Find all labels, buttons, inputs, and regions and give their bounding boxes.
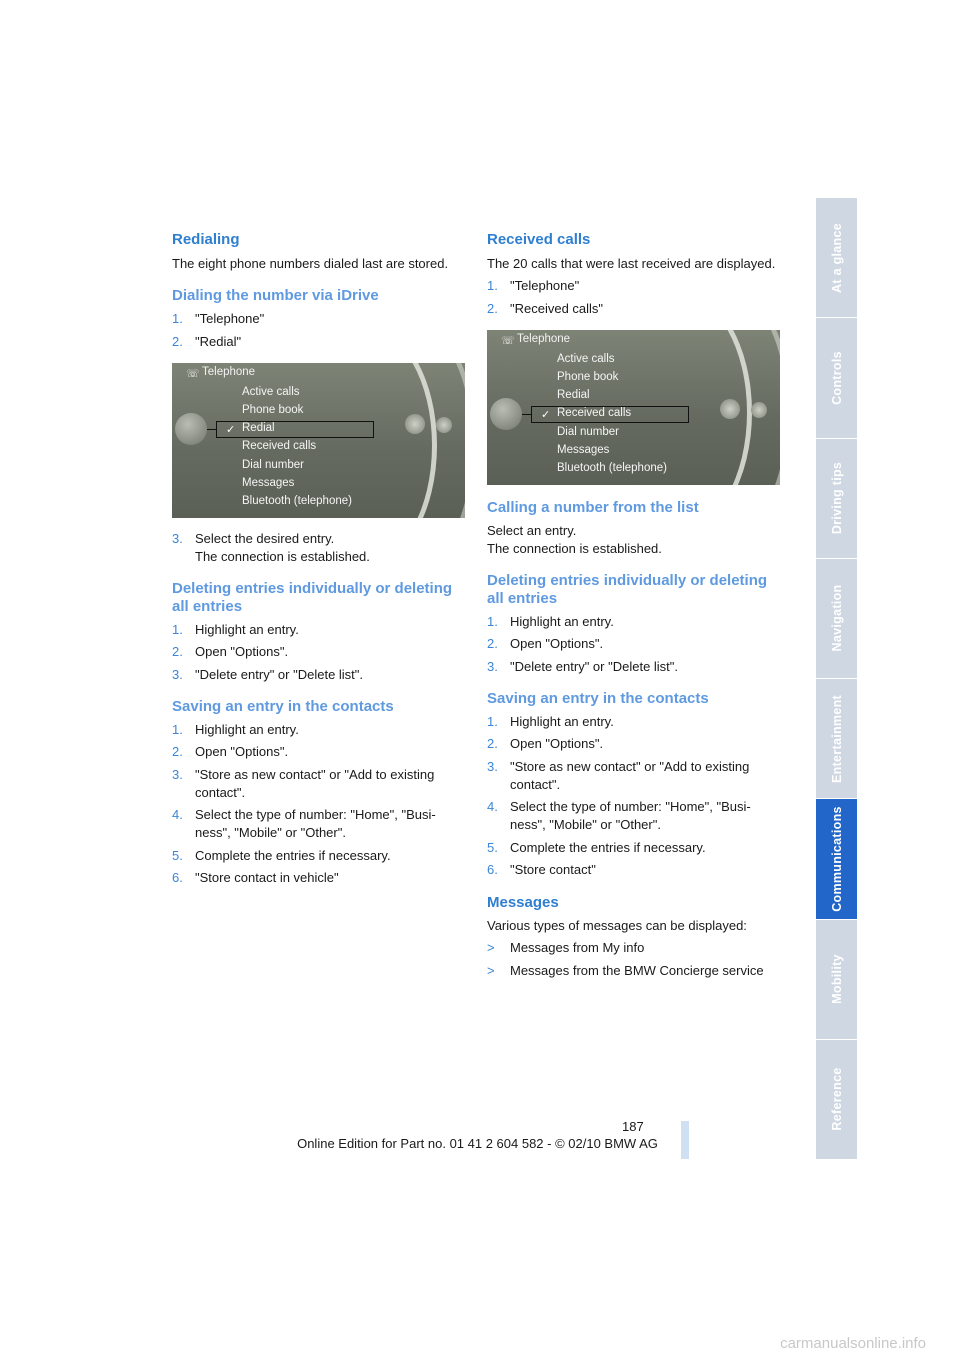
calling-text-1: Select an entry.	[487, 522, 577, 538]
chapter-tab-label: Entertainment	[829, 694, 844, 783]
chapter-tab[interactable]	[816, 439, 857, 559]
calling-text-2: The connection is established.	[487, 540, 662, 556]
list-item	[487, 861, 782, 879]
step-text: Highlight an entry.	[510, 713, 614, 729]
step-text: Open "Options".	[510, 636, 604, 651]
chapter-tab[interactable]	[816, 679, 857, 799]
subsection-title-save: Saving an entry in the contacts	[487, 689, 709, 707]
chapter-sidebar	[816, 198, 857, 1160]
step-text: Messages from the BMW Concierge service	[510, 962, 764, 978]
section-title-received-calls: Received calls	[487, 231, 591, 248]
telephone-menu-screenshot-received	[487, 330, 780, 485]
step-text: "Redial"	[195, 333, 242, 349]
chapter-tab-label: Controls	[829, 350, 844, 405]
step-number: 5.	[487, 839, 498, 855]
menu-item: Phone book	[557, 370, 619, 383]
subsection-title-calling: Calling a number from the list	[487, 498, 699, 516]
display-arc	[332, 363, 465, 518]
list-item	[487, 300, 782, 318]
save-steps	[487, 713, 782, 880]
screen-header: Telephone	[202, 365, 256, 378]
step-number: 3.	[172, 666, 183, 682]
list-item	[487, 658, 782, 676]
step-text: "Store contact"	[510, 862, 596, 877]
list-item	[172, 847, 467, 865]
step-text: Highlight an entry.	[195, 721, 299, 737]
telephone-icon: ☏	[501, 334, 515, 347]
left-column	[172, 230, 467, 892]
chapter-tab[interactable]	[816, 799, 857, 919]
chapter-tab[interactable]	[816, 559, 857, 679]
step-number: 1.	[172, 721, 183, 737]
subsection-title-delete: Deleting entries individually or deleting all entries	[487, 571, 768, 607]
menu-item: Messages	[557, 444, 610, 456]
menu-item: Redial	[557, 389, 590, 402]
pointer-line	[207, 429, 217, 430]
chapter-tab-label: At a glance	[829, 222, 844, 293]
menu-item: Received calls	[242, 440, 317, 453]
idrive-steps	[172, 310, 467, 351]
screen-header: Telephone	[517, 332, 571, 345]
received-text: The 20 calls that were last received are displayed.	[487, 256, 776, 271]
list-item	[487, 735, 782, 753]
chapter-tab-label: Reference	[829, 1067, 844, 1131]
step-text: Messages from My info	[510, 940, 645, 955]
list-item	[487, 962, 782, 980]
list-item	[172, 721, 467, 739]
list-item	[172, 806, 467, 842]
step-number: 3.	[172, 530, 183, 546]
controller-button-icon	[436, 417, 452, 433]
step-number: >	[487, 962, 495, 978]
chapter-tab-label: Navigation	[829, 584, 844, 652]
step-text: "Telephone"	[510, 278, 580, 293]
step-subtext: The connection is established.	[195, 548, 370, 564]
step-number: 6.	[487, 862, 498, 877]
step-text: Complete the entries if necessary.	[195, 847, 391, 863]
step-number: 2.	[487, 736, 498, 751]
checkmark-icon: ✓	[226, 424, 236, 437]
subsection-title-delete: Deleting entries individually or deleting all entries	[172, 579, 453, 615]
controller-knob-icon	[175, 413, 207, 445]
step-number: 3.	[487, 758, 498, 774]
list-item	[487, 713, 782, 731]
chapter-tab[interactable]	[816, 318, 857, 438]
subsection-title-idrive: Dialing the number via iDrive	[172, 287, 379, 304]
step-number: 5.	[172, 847, 183, 863]
delete-steps	[487, 613, 782, 676]
list-item	[172, 766, 467, 802]
step-text: Open "Options".	[510, 736, 604, 751]
step-number: 3.	[172, 766, 183, 782]
list-item	[172, 869, 467, 887]
step-number: 6.	[172, 870, 183, 885]
watermark: carmanualsonline.info	[780, 1335, 926, 1352]
step-number: 4.	[487, 799, 498, 814]
step-text: "Received calls"	[510, 300, 604, 316]
list-item	[487, 798, 782, 834]
menu-item: Dial number	[242, 458, 304, 471]
page-number: 187	[622, 1119, 644, 1134]
step-number: 4.	[172, 807, 183, 822]
controller-knob-icon	[490, 398, 522, 430]
list-item	[172, 333, 467, 351]
menu-item: Active calls	[557, 352, 615, 365]
pointer-line	[522, 414, 532, 415]
telephone-menu-screenshot-redial	[172, 363, 465, 518]
redialing-text: The eight phone numbers dialed last are stored.	[172, 256, 449, 271]
menu-item: Messages	[242, 477, 295, 489]
step-text: "Store contact in vehicle"	[195, 870, 339, 885]
step-number: 3.	[487, 658, 498, 674]
chapter-tab[interactable]	[816, 198, 857, 318]
list-item	[172, 621, 467, 639]
section-title-messages: Messages	[487, 894, 559, 911]
step-text: Select the type of number: "Home", "Busi-ness", "Mobile" or "Other".	[510, 799, 751, 832]
messages-list	[487, 939, 782, 980]
list-item	[487, 758, 782, 794]
received-steps	[487, 277, 782, 318]
step-number: 1.	[172, 621, 183, 637]
step-number: 1.	[487, 278, 498, 293]
menu-item: Dial number	[557, 425, 619, 438]
step-text: Select the desired entry.	[195, 530, 335, 546]
list-item	[172, 643, 467, 661]
step-text: Highlight an entry.	[195, 621, 299, 637]
controller-button-icon	[405, 414, 425, 434]
list-item	[487, 839, 782, 857]
list-item	[487, 277, 782, 295]
checkmark-icon: ✓	[541, 409, 551, 422]
chapter-tab-label: Communications	[829, 806, 844, 912]
step-text: Open "Options".	[195, 744, 289, 759]
step-text: "Delete entry" or "Delete list".	[195, 666, 364, 682]
step-number: >	[487, 940, 495, 955]
menu-item: Phone book	[242, 403, 304, 416]
step-text: "Store as new contact" or "Add to existing contact".	[195, 766, 435, 800]
telephone-icon: ☏	[186, 367, 200, 380]
step-number: 2.	[172, 644, 183, 659]
delete-steps	[172, 621, 467, 684]
step-text: Open "Options".	[195, 644, 289, 659]
step-text: Highlight an entry.	[510, 613, 614, 629]
step-number: 1.	[172, 311, 183, 326]
list-item	[487, 613, 782, 631]
step-number: 2.	[487, 636, 498, 651]
step-text: "Telephone"	[195, 311, 265, 326]
menu-item: Active calls	[242, 385, 300, 398]
menu-item: Redial	[242, 422, 275, 435]
chapter-tab-label: Mobility	[829, 954, 844, 1004]
subsection-title-save: Saving an entry in the contacts	[172, 697, 394, 715]
list-item	[487, 939, 782, 957]
chapter-tab-label: Driving tips	[829, 461, 844, 535]
list-item	[172, 310, 467, 328]
step-number: 1.	[487, 613, 498, 629]
list-item	[172, 666, 467, 684]
right-column	[487, 230, 782, 984]
list-item	[172, 743, 467, 761]
menu-item: Bluetooth (telephone)	[242, 495, 352, 508]
step-number: 2.	[172, 333, 183, 349]
step-number: 1.	[487, 713, 498, 729]
step-number: 2.	[487, 300, 498, 316]
step-text: Select the type of number: "Home", "Busi-ness", "Mobile" or "Other".	[195, 807, 436, 840]
menu-item: Received calls	[557, 407, 632, 420]
save-steps	[172, 721, 467, 888]
footer-text: Online Edition for Part no. 01 41 2 604 582 - © 02/10 BMW AG	[297, 1136, 658, 1151]
messages-text: Various types of messages can be displayed:	[487, 918, 747, 933]
section-title-redialing: Redialing	[172, 231, 240, 248]
step-text: Complete the entries if necessary.	[510, 839, 706, 855]
list-item	[487, 635, 782, 653]
list-item	[172, 530, 467, 566]
step-text: "Delete entry" or "Delete list".	[510, 658, 679, 674]
menu-item: Bluetooth (telephone)	[557, 462, 667, 475]
step-text: "Store as new contact" or "Add to existing contact".	[510, 758, 750, 792]
idrive-step-3	[172, 530, 467, 566]
chapter-tab[interactable]	[816, 920, 857, 1040]
step-number: 2.	[172, 744, 183, 759]
footer-edition-text	[0, 1136, 960, 1151]
